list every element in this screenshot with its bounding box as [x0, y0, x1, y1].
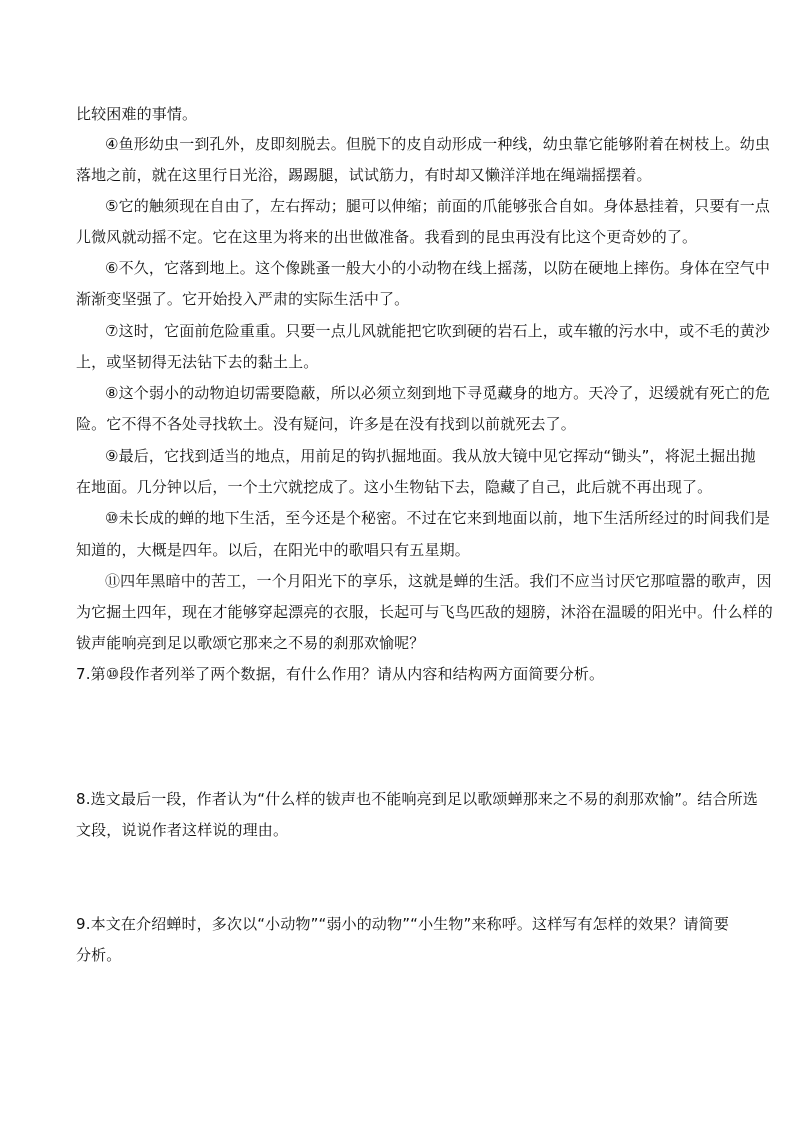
- paragraph-11-line-1: ⑪四年黑暗中的苦工，一个月阳光下的享乐，这就是蝉的生活。我们不应当讨厌它那喧嚣的歌声，因: [105, 572, 772, 590]
- question-9-line-2: 分析。: [76, 946, 122, 964]
- paragraph-9-line-2: 在地面。几分钟以后，一个土穴就挖成了。这小生物钻下去，隐藏了自己，此后就不再出现了。: [76, 478, 713, 496]
- paragraph-9-line-1: ⑨最后，它找到适当的地点，用前足的钩扒掘地面。我从放大镜中见它挥动“锄头”，将泥土掘出抛: [105, 447, 756, 465]
- paragraph-7-line-1: ⑦这时，它面前危险重重。只要一点儿风就能把它吹到硬的岩石上，或车辙的污水中，或不毛的黄沙: [105, 322, 771, 340]
- question-8-line-2: 文段，说说作者这样说的理由。: [76, 821, 289, 839]
- paragraph-3-end: 比较困难的事情。: [76, 105, 198, 123]
- paragraph-10-line-1: ⑩未长成的蝉的地下生活，至今还是个秘密。不过在它来到地面以前，地下生活所经过的时间我们是: [105, 509, 771, 527]
- paragraph-5-line-1: ⑤它的触须现在自由了，左右挥动；腿可以伸缩；前面的爪能够张合自如。身体悬挂着，只要有一点: [105, 197, 771, 215]
- paragraph-11-line-2: 为它掘土四年，现在才能够穿起漂亮的衣服，长起可与飞鸟匹敌的翅膀，沐浴在温暖的阳光中。什么样的: [76, 603, 773, 621]
- paragraph-11-line-3: 钹声能响亮到足以歌颂它那来之不易的刹那欢愉呢？: [76, 634, 425, 652]
- paragraph-4-line-2: 落地之前，就在这里行日光浴，踢踢腿，试试筋力，有时却又懒洋洋地在绳端摇摆着。: [76, 166, 652, 184]
- paragraph-10-line-2: 知道的，大概是四年。以后，在阳光中的歌唱只有五星期。: [76, 541, 470, 559]
- question-8-line-1: 8.选文最后一段，作者认为“什么样的钹声也不能响亮到足以歌颂蝉那来之不易的刹那欢愉”。结合所选: [76, 790, 758, 808]
- paragraph-8-line-2: 险。它不得不各处寻找软土。没有疑问，许多是在没有找到以前就死去了。: [76, 415, 576, 433]
- question-7: 7.第⑩段作者列举了两个数据，有什么作用？请从内容和结构两方面简要分析。: [76, 665, 605, 683]
- paragraph-4-line-1: ④鱼形幼虫一到孔外，皮即刻脱去。但脱下的皮自动形成一种线，幼虫靠它能够附着在树枝上。幼虫: [105, 135, 771, 153]
- question-9-line-1: 9.本文在介绍蝉时，多次以“小动物”“弱小的动物”“小生物”来称呼。这样写有怎样的效果？请简要: [76, 915, 729, 933]
- paragraph-8-line-1: ⑧这个弱小的动物迫切需要隐蔽，所以必须立刻到地下寻觅藏身的地方。天冷了，迟缓就有死亡的危: [105, 384, 771, 402]
- paragraph-7-line-2: 上，或坚韧得无法钻下去的黏土上。: [76, 353, 319, 371]
- paragraph-6-line-2: 渐渐变坚强了。它开始投入严肃的实际生活中了。: [76, 290, 410, 308]
- paragraph-5-line-2: 儿微风就动摇不定。它在这里为将来的出世做准备。我看到的昆虫再没有比这个更奇妙的了。: [76, 228, 698, 246]
- paragraph-6-line-1: ⑥不久，它落到地上。这个像跳蚤一般大小的小动物在线上摇荡，以防在硬地上摔伤。身体在空气中: [105, 259, 771, 277]
